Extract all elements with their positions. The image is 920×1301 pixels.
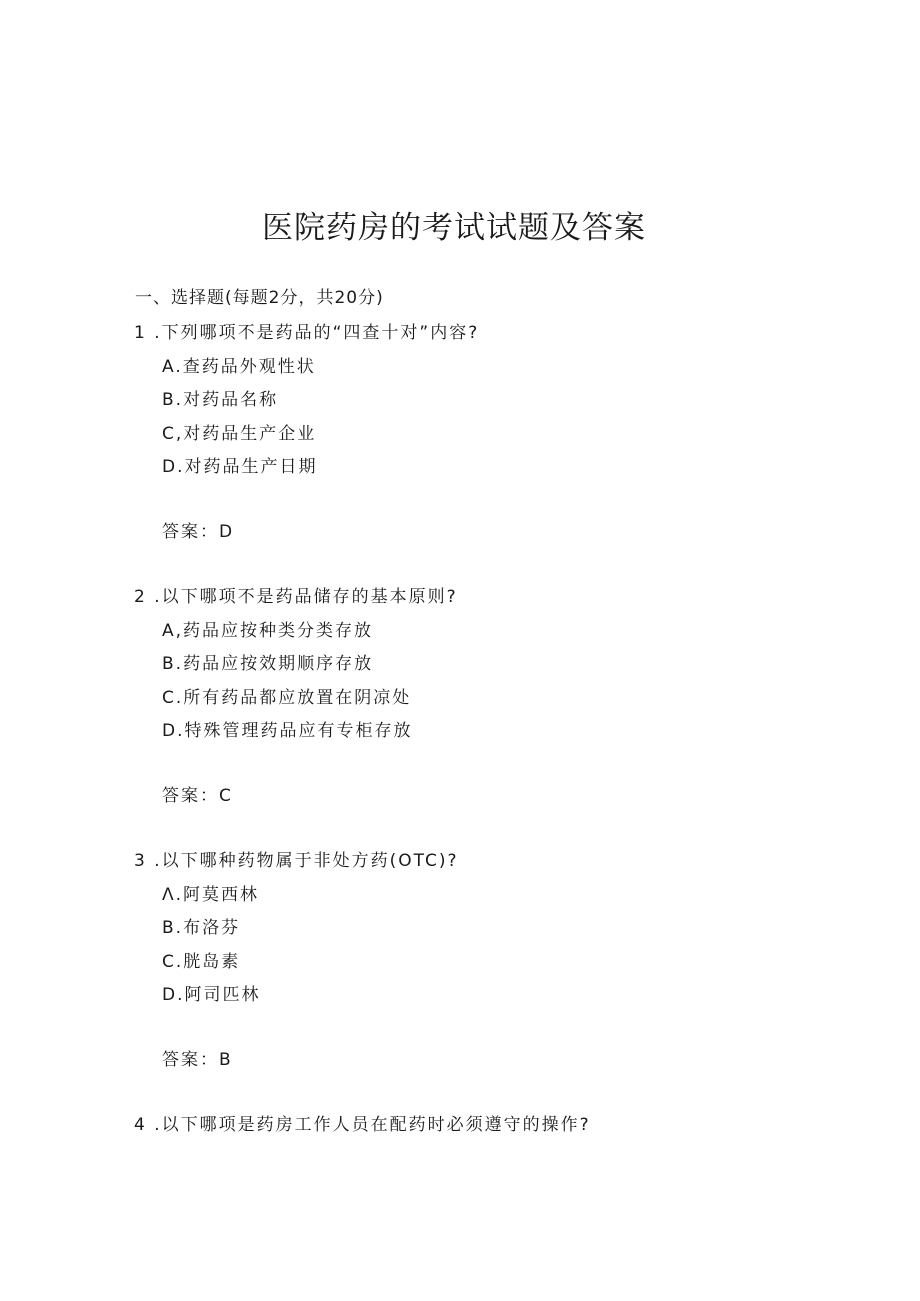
document-title: 医院药房的考试试题及答案 bbox=[262, 210, 646, 246]
option-b: B.布洛芬 bbox=[162, 918, 241, 938]
question-text: 3 .以下哪种药物属于非处方药(OTC)? bbox=[134, 851, 459, 871]
option-b: B.药品应按效期顺序存放 bbox=[162, 654, 374, 674]
option-c: C.胱岛素 bbox=[162, 952, 241, 972]
option-c: C.所有药品都应放置在阴凉处 bbox=[162, 688, 412, 708]
question-text: 2 .以下哪项不是药品储存的基本原则? bbox=[134, 587, 458, 607]
question-text: 4 .以下哪项是药房工作人员在配药时必须遵守的操作? bbox=[134, 1115, 591, 1135]
option-d: D.对药品生产日期 bbox=[162, 457, 318, 477]
option-d: D.阿司匹林 bbox=[162, 985, 261, 1005]
option-d: D.特殊管理药品应有专柜存放 bbox=[162, 721, 413, 741]
answer: 答案：C bbox=[162, 786, 233, 806]
answer: 答案：D bbox=[162, 522, 235, 542]
option-c: C,对药品生产企业 bbox=[162, 424, 317, 444]
option-a: Λ.阿莫西林 bbox=[162, 885, 260, 905]
option-a: A,药品应按种类分类存放 bbox=[162, 621, 374, 641]
answer: 答案：B bbox=[162, 1050, 233, 1070]
option-b: B.对药品名称 bbox=[162, 390, 279, 410]
question-text: 1 .下列哪项不是药品的“四查十对”内容? bbox=[134, 323, 480, 343]
option-a: A.查药品外观性状 bbox=[162, 357, 316, 377]
section-heading: 一、选择题(每题2分，共20分) bbox=[135, 288, 384, 308]
